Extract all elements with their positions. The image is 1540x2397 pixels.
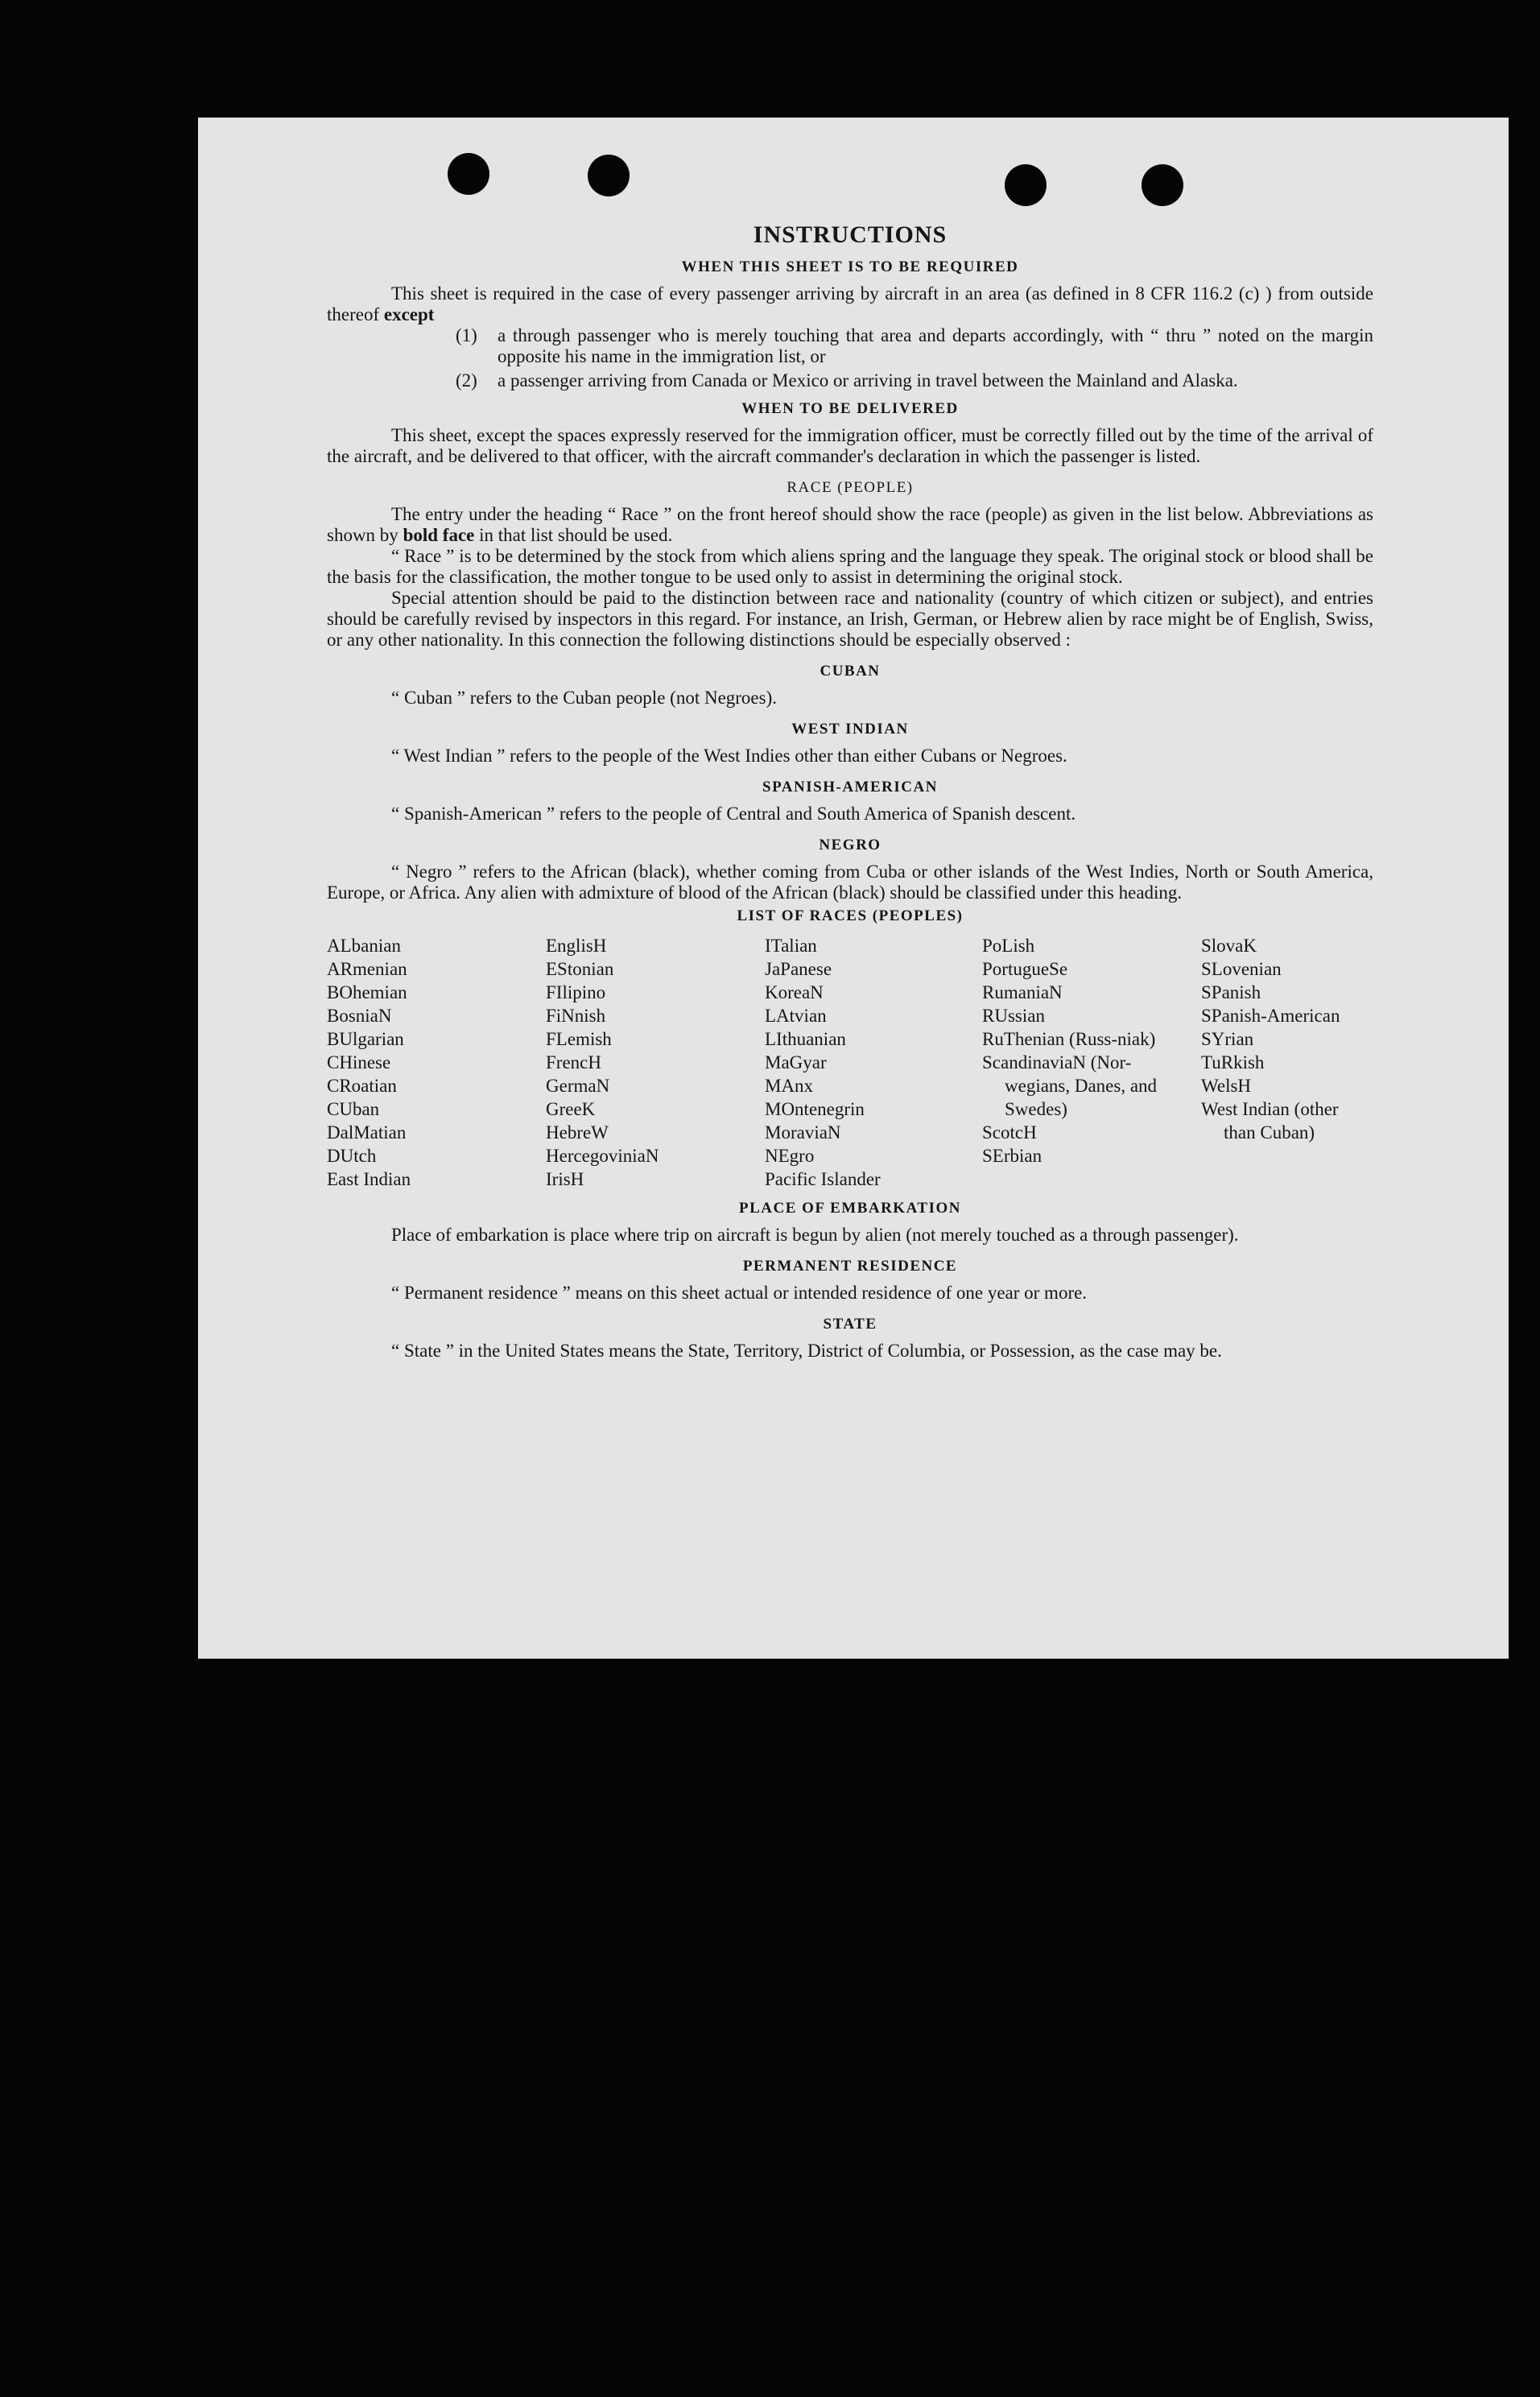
race-entry: FIlipino bbox=[546, 982, 606, 1002]
instructions-body bbox=[327, 221, 1373, 1362]
residence-text: “ Permanent residence ” means on this sheet actual or intended residence of one year or more. bbox=[391, 1283, 1088, 1303]
heading-state: STATE bbox=[823, 1316, 877, 1333]
races-column bbox=[765, 934, 982, 1191]
race-entry: BosniaN bbox=[327, 1006, 392, 1026]
punch-hole bbox=[1142, 164, 1183, 206]
race-entry: RumaniaN bbox=[982, 982, 1063, 1002]
state-text: “ State ” in the United States means the State, Territory, District of Columbia, or Possession, as the case may be. bbox=[391, 1341, 1222, 1361]
race-paragraph-3: Special attention should be paid to the distinction between race and nationality (country of which citizen or subject), and entries should be carefully revised by inspectors in this regard. For instance, an Irish, German, or Hebrew alien by race might be of English, Swiss, or any other nationality. In this connection the following distinctions should be especially observed : bbox=[327, 588, 1373, 650]
race-p1-a: The entry under the heading “ Race ” on the front hereof should show the race (people) as given in the list below. Abbreviations as shown by bbox=[327, 504, 1373, 545]
race-entry: MaGyar bbox=[765, 1052, 827, 1072]
punch-hole bbox=[588, 155, 630, 196]
heading-when-delivered: WHEN TO BE DELIVERED bbox=[741, 400, 959, 417]
document-sheet bbox=[198, 118, 1509, 1659]
item-text: a passenger arriving from Canada or Mexico or arriving in travel between the Mainland and Alaska. bbox=[498, 370, 1238, 391]
race-entry: East Indian bbox=[327, 1169, 411, 1189]
race-entry: FrencH bbox=[546, 1052, 601, 1072]
race-entry: SYrian bbox=[1201, 1029, 1254, 1049]
list-item bbox=[456, 370, 1373, 391]
race-entry: SlovaK bbox=[1201, 936, 1257, 956]
heading-race: RACE (PEOPLE) bbox=[787, 479, 914, 496]
race-entry: ALbanian bbox=[327, 936, 401, 956]
race-entry: ARmenian bbox=[327, 959, 407, 979]
spanish-american-text: “ Spanish-American ” refers to the people of Central and South America of Spanish descent. bbox=[391, 804, 1076, 824]
when-required-intro bbox=[327, 283, 1373, 325]
punch-hole bbox=[448, 153, 489, 195]
race-entry: BUlgarian bbox=[327, 1029, 404, 1049]
race-entry: TuRkish bbox=[1201, 1052, 1265, 1072]
races-table bbox=[327, 934, 1373, 1191]
race-entry: NEgro bbox=[765, 1146, 815, 1166]
list-item bbox=[456, 325, 1373, 367]
race-entry: DUtch bbox=[327, 1146, 377, 1166]
races-column bbox=[1201, 934, 1373, 1191]
race-entry: ITalian bbox=[765, 936, 817, 956]
race-entry: FLemish bbox=[546, 1029, 612, 1049]
heading-negro: NEGRO bbox=[819, 837, 881, 853]
race-entry: RuThenian (Russ-niak) bbox=[982, 1029, 1156, 1049]
page-title: INSTRUCTIONS bbox=[753, 221, 948, 248]
race-entry: PoLish bbox=[982, 936, 1035, 956]
punch-hole bbox=[1005, 164, 1047, 206]
race-entry: MOntenegrin bbox=[765, 1099, 865, 1119]
race-p1-b: in that list should be used. bbox=[479, 525, 673, 545]
race-entry: SLovenian bbox=[1201, 959, 1282, 979]
race-entry: BOhemian bbox=[327, 982, 407, 1002]
race-entry: RUssian bbox=[982, 1006, 1045, 1026]
race-p1-bold: bold face bbox=[403, 525, 475, 545]
race-entry: SPanish bbox=[1201, 982, 1261, 1002]
negro-text: “ Negro ” refers to the African (black), whether coming from Cuba or other islands of the West Indies, North or South America, Europe, or Africa. Any alien with admixture of blood of the African (black) should be classified under this heading. bbox=[327, 862, 1373, 903]
races-column bbox=[546, 934, 765, 1191]
race-entry: JaPanese bbox=[765, 959, 832, 979]
heading-spanish-american: SPANISH-AMERICAN bbox=[762, 779, 938, 796]
race-entry: West Indian (other than Cuban) bbox=[1201, 1099, 1339, 1143]
race-entry: FiNnish bbox=[546, 1006, 606, 1026]
race-entry: IrisH bbox=[546, 1169, 584, 1189]
heading-embarkation: PLACE OF EMBARKATION bbox=[739, 1200, 961, 1217]
race-entry: ScotcH bbox=[982, 1122, 1037, 1143]
race-paragraph-1 bbox=[327, 504, 1373, 546]
cuban-text: “ Cuban ” refers to the Cuban people (not Negroes). bbox=[391, 688, 778, 708]
heading-permanent-residence: PERMANENT RESIDENCE bbox=[742, 1258, 958, 1275]
race-entry: CHinese bbox=[327, 1052, 391, 1072]
heading-when-required: WHEN THIS SHEET IS TO BE REQUIRED bbox=[681, 258, 1019, 275]
intro-bold: except bbox=[383, 304, 435, 324]
race-entry: GreeK bbox=[546, 1099, 596, 1119]
race-entry: EStonian bbox=[546, 959, 614, 979]
item-number: (2) bbox=[456, 370, 477, 391]
race-entry: MAnx bbox=[765, 1076, 814, 1096]
race-entry: HercegoviniaN bbox=[546, 1146, 659, 1166]
heading-west-indian: WEST INDIAN bbox=[791, 721, 909, 738]
race-paragraph-2: “ Race ” is to be determined by the stock from which aliens spring and the language they speak. The original stock or blood shall be the basis for the classification, the mother tongue to be used only to assist in determining the original stock. bbox=[327, 546, 1373, 587]
embarkation-text: Place of embarkation is place where trip on aircraft is begun by alien (not merely touched as a through passenger). bbox=[391, 1225, 1239, 1245]
race-entry: EnglisH bbox=[546, 936, 607, 956]
races-column bbox=[327, 934, 546, 1191]
race-entry: SErbian bbox=[982, 1146, 1042, 1166]
heading-list-of-races: LIST OF RACES (PEOPLES) bbox=[737, 907, 964, 924]
race-entry: CUban bbox=[327, 1099, 380, 1119]
race-entry: DalMatian bbox=[327, 1122, 407, 1143]
intro-text: This sheet is required in the case of every passenger arriving by aircraft in an area (as defined in 8 CFR 116.2 (c) ) from outside thereof bbox=[327, 283, 1373, 324]
race-entry: KoreaN bbox=[765, 982, 824, 1002]
race-entry: GermaN bbox=[546, 1076, 610, 1096]
races-column bbox=[982, 934, 1201, 1191]
race-entry: HebreW bbox=[546, 1122, 609, 1143]
race-entry: LIthuanian bbox=[765, 1029, 846, 1049]
race-entry: WelsH bbox=[1201, 1076, 1252, 1096]
west-indian-text: “ West Indian ” refers to the people of the West Indies other than either Cubans or Negroes. bbox=[391, 746, 1067, 766]
race-entry: MoraviaN bbox=[765, 1122, 841, 1143]
item-number: (1) bbox=[456, 325, 477, 345]
when-delivered-text: This sheet, except the spaces expressly reserved for the immigration officer, must be correctly filled out by the time of the arrival of the aircraft, and be delivered to that officer, with the aircraft commander's declaration in which the passenger is listed. bbox=[327, 425, 1373, 466]
race-entry: ScandinaviaN (Nor-wegians, Danes, and Swedes) bbox=[982, 1052, 1158, 1119]
heading-cuban: CUBAN bbox=[820, 663, 881, 680]
race-entry: SPanish-American bbox=[1201, 1006, 1340, 1026]
race-entry: LAtvian bbox=[765, 1006, 827, 1026]
race-entry: PortugueSe bbox=[982, 959, 1068, 979]
item-text: a through passenger who is merely touching that area and departs accordingly, with “ thru ” noted on the margin opposite his name in the immigration list, or bbox=[498, 325, 1373, 366]
race-entry: Pacific Islander bbox=[765, 1169, 881, 1189]
race-entry: CRoatian bbox=[327, 1076, 397, 1096]
